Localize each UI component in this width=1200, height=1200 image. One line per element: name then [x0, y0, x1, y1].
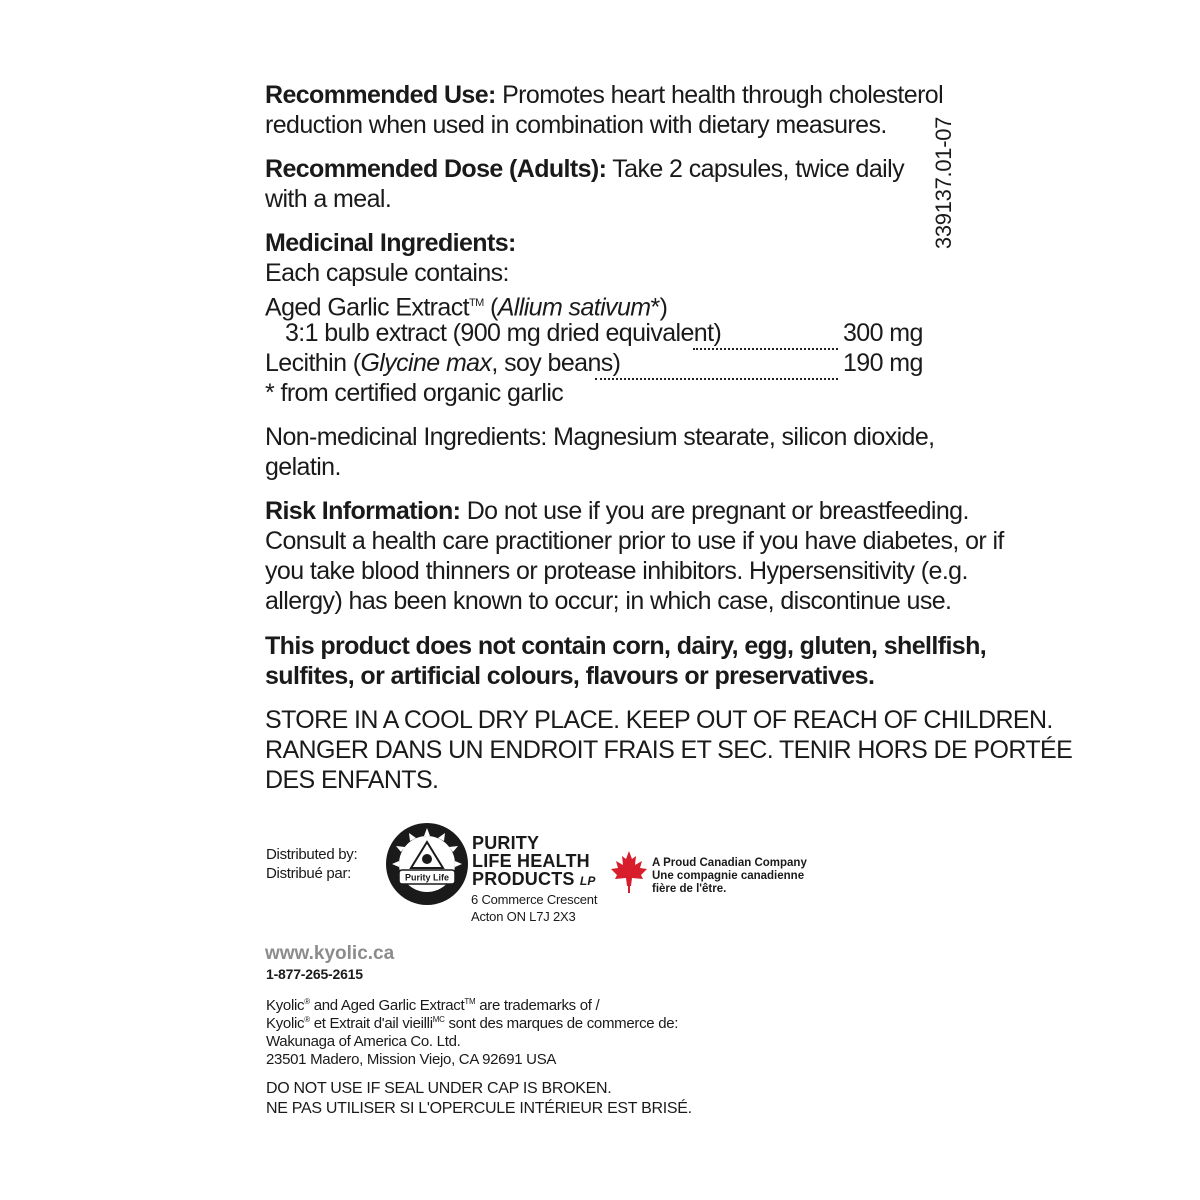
- garlic-latin-name: Allium sativum: [497, 293, 651, 322]
- recommended-use-label: Recommended Use:: [265, 81, 496, 109]
- tm-sont-des-marques: sont des marques de commerce de:: [444, 1015, 679, 1032]
- organic-footnote: * from certified organic garlic: [265, 379, 564, 407]
- website-link[interactable]: www.kyolic.ca: [265, 943, 395, 964]
- company-name: [472, 834, 596, 890]
- lecithin-amount: 190 mg: [843, 349, 923, 377]
- tm-are-trademarks: are trademarks of /: [475, 997, 600, 1014]
- risk-line3: you take blood thinners or protease inhibitors. Hypersensitivity (e.g.: [265, 557, 968, 585]
- storage-line3: DES ENFANTS.: [265, 766, 439, 794]
- non-medicinal-line2: gelatin.: [265, 453, 341, 481]
- company-name-line3: [472, 870, 596, 890]
- dot-leader: [595, 348, 838, 380]
- risk-line1: [265, 496, 969, 526]
- non-medicinal-line1: Non-medicinal Ingredients: Magnesium stearate, silicon dioxide,: [265, 423, 935, 451]
- distributed-by-fr: Distribué par:: [266, 865, 352, 882]
- trademark-mark: TM: [468, 297, 484, 309]
- purity-life-logo: [385, 822, 469, 906]
- lecithin-suffix: , soy beans): [491, 349, 621, 377]
- proud-canadian-fr1: Une compagnie canadienne: [652, 870, 805, 882]
- tm-kyolic: Kyolic: [266, 997, 305, 1014]
- trademark-mark: TM: [464, 997, 476, 1006]
- trademark-line2: [266, 1011, 678, 1033]
- phone-number: 1-877-265-2615: [266, 966, 363, 982]
- allergen-line2: sulfites, or artificial colours, flavours or preservatives.: [265, 662, 875, 690]
- recommended-dose-text-1: Take 2 capsules, twice daily: [606, 155, 904, 183]
- seal-warning-fr: NE PAS UTILISER SI L'OPERCULE INTÉRIEUR EST BRISÉ.: [266, 1100, 692, 1117]
- maple-leaf-icon: [610, 850, 648, 894]
- proud-canadian-fr2: fière de l'être.: [652, 883, 727, 895]
- storage-line1: STORE IN A COOL DRY PLACE. KEEP OUT OF REACH OF CHILDREN.: [265, 706, 1053, 734]
- seal-warning-en: DO NOT USE IF SEAL UNDER CAP IS BROKEN.: [266, 1080, 612, 1097]
- manufacturer-line1: Wakunaga of America Co. Ltd.: [266, 1033, 461, 1050]
- registered-mark: ®: [304, 1015, 310, 1024]
- lecithin-line: [265, 348, 620, 378]
- company-name-products: PRODUCTS: [472, 869, 575, 889]
- paren-open: (: [483, 293, 498, 322]
- lecithin-prefix: Lecithin (: [265, 349, 361, 377]
- recommended-use-text-2: reduction when used in combination with dietary measures.: [265, 111, 887, 139]
- recommended-use-text-1: Promotes heart health through cholesterol: [495, 81, 944, 109]
- registered-mark: ®: [304, 997, 310, 1006]
- garlic-extract-name: Aged Garlic Extract: [265, 293, 469, 322]
- logo-text: Purity Life: [404, 872, 450, 883]
- allergen-line1: This product does not contain corn, dairy, egg, gluten, shellfish,: [265, 632, 987, 660]
- address-line2: Acton ON L7J 2X3: [471, 909, 576, 924]
- paren-close: *): [650, 293, 668, 322]
- storage-line2: RANGER DANS UN ENDROIT FRAIS ET SEC. TENIR HORS DE PORTÉE: [265, 736, 1073, 764]
- tm-extrait: et Extrait d'ail vieilli: [309, 1015, 433, 1032]
- proud-canadian-en: A Proud Canadian Company: [652, 857, 807, 869]
- risk-text-1: Do not use if you are pregnant or breastfeeding.: [460, 497, 969, 525]
- risk-line4: allergy) has been known to occur; in which case, discontinue use.: [265, 587, 952, 615]
- company-name-line1: PURITY: [472, 833, 540, 853]
- risk-line2: Consult a health care practitioner prior to use if you have diabetes, or if: [265, 527, 1004, 555]
- dot-leader: [693, 318, 838, 350]
- bulb-extract-line: 3:1 bulb extract (900 mg dried equivalent): [285, 319, 722, 347]
- company-name-line2: LIFE HEALTH: [472, 851, 590, 871]
- address-line1: 6 Commerce Crescent: [471, 892, 598, 907]
- recommended-use-line1: [265, 80, 943, 110]
- lot-code: 339137.01-07: [931, 116, 956, 250]
- marque-de-commerce-mark: MC: [432, 1015, 445, 1024]
- medicinal-intro: Each capsule contains:: [265, 259, 509, 287]
- tm-kyolic-fr: Kyolic: [266, 1015, 305, 1032]
- recommended-dose-line1: [265, 154, 904, 184]
- tm-aged-garlic: and Aged Garlic Extract: [309, 997, 465, 1014]
- manufacturer-line2: 23501 Madero, Mission Viejo, CA 92691 USA: [266, 1051, 557, 1068]
- recommended-dose-text-2: with a meal.: [265, 185, 392, 213]
- lecithin-latin-name: Glycine max: [360, 349, 492, 377]
- medicinal-heading: Medicinal Ingredients:: [265, 229, 516, 257]
- risk-label: Risk Information:: [265, 497, 461, 525]
- distributed-by-en: Distributed by:: [266, 846, 358, 863]
- company-suffix: LP: [579, 874, 596, 888]
- recommended-dose-label: Recommended Dose (Adults):: [265, 155, 607, 183]
- bulb-extract-amount: 300 mg: [843, 319, 923, 347]
